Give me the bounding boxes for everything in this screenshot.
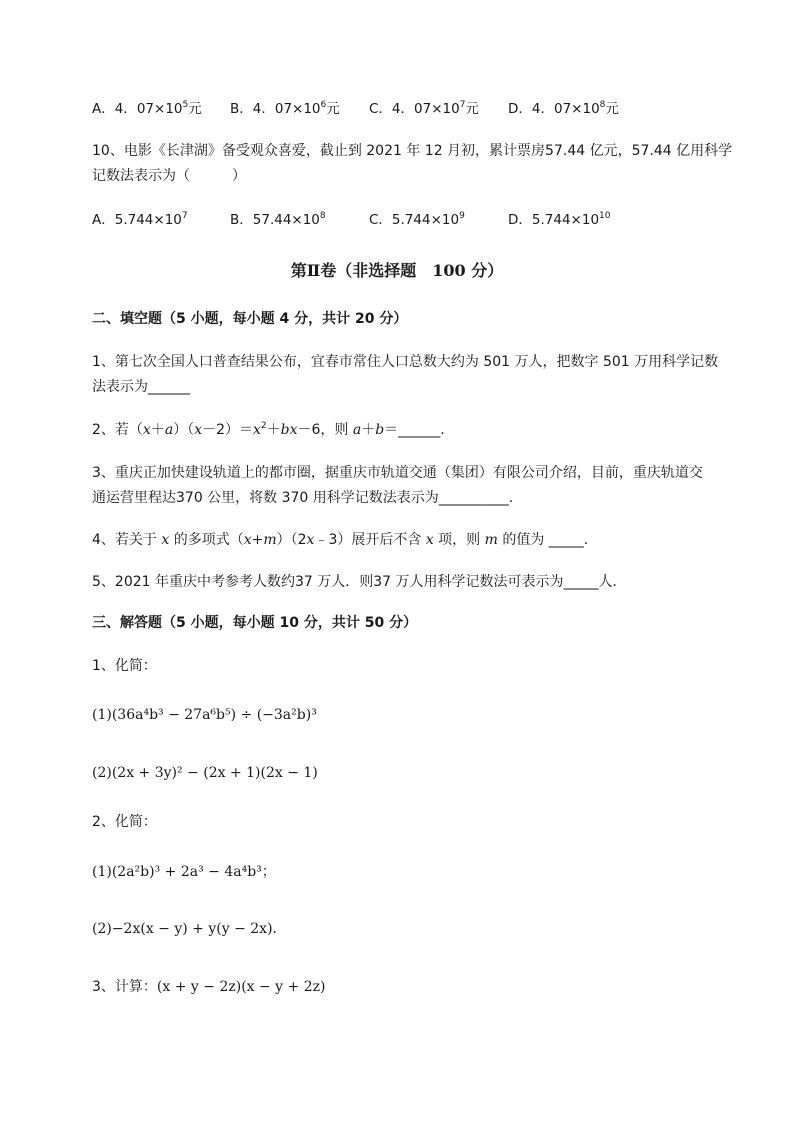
q9-option-c-exp: 7 (459, 100, 466, 110)
s2-q2-plusb: ＋ (266, 422, 281, 438)
s2-q2-mid: ）（ (173, 422, 195, 438)
q10-stem-line2: 记数法表示为（ ） (92, 168, 246, 184)
s2-q2-end: ＝______. (384, 422, 445, 438)
q9-option-a-unit: 元 (188, 101, 202, 117)
q9-option-a-text: A．4．07×10 (92, 101, 183, 117)
s2-q4-mid4: 项，则 (433, 532, 485, 548)
s2-q3-line2: 通运营里程达370 公里，将数 370 用科学记数法表示为__________. (92, 490, 514, 506)
s2-q2-sq: 2 (260, 421, 267, 431)
s2-q4-xm: x+m (243, 532, 277, 548)
s2-q1-line2: 法表示为______ (92, 379, 190, 395)
q10-option-c-exp: 9 (459, 211, 465, 221)
q9-option-b-unit: 元 (326, 101, 340, 117)
q10-option-c-text: C．5.744×10 (369, 212, 460, 228)
s2-q2-plus: ＋ (150, 422, 165, 438)
s2-q4-m: m (484, 532, 498, 548)
s3-q3 (92, 977, 325, 997)
s2-q2 (92, 420, 445, 440)
s2-q1-line1: 1、第七次全国人口普查结果公布，宜春市常住人口总数大约为 501 万人，把数字 501 万用科学记数 (92, 354, 719, 370)
q9-option-c (369, 99, 479, 119)
s2-q2-plus3: ＋ (361, 422, 376, 438)
s2-q2-a2: a (352, 422, 362, 438)
s2-q4-end: 的值为 _____. (497, 532, 589, 548)
q10-option-a (92, 210, 188, 230)
s2-q4-prefix: 4、若关于 (92, 532, 162, 548)
q9-option-b (230, 99, 340, 119)
section2-heading: 二、填空题（5 小题，每小题 4 分，共计 20 分） (92, 311, 408, 327)
q10-option-a-text: A．5.744×10 (92, 212, 182, 228)
s2-q4-mid3: ﹣3）展开后不含 (314, 532, 426, 548)
s2-q2-x2: x (194, 422, 203, 438)
q9-option-d-text: D．4．07×10 (508, 101, 600, 117)
s3-q3-expr: (x + y − 2z)(x − y + 2z) (156, 979, 326, 995)
s2-q4-x3: x (425, 532, 434, 548)
q10-option-b (230, 210, 326, 230)
section3-heading: 三、解答题（5 小题，每小题 10 分，共计 50 分） (92, 615, 418, 631)
s2-q2-prefix: 2、若（ (92, 422, 143, 438)
q10-option-a-exp: 7 (181, 211, 188, 221)
s2-q5: 5、2021 年重庆中考参考人数约37 万人．则37 万人用科学记数法可表示为_____人． (92, 574, 627, 590)
s2-q4 (92, 530, 588, 550)
q10-stem-line1: 10、电影《长津湖》备受观众喜爱，截止到 2021 年 12 月初，累计票房57.44 亿元，57.44 亿用科学 (92, 143, 733, 159)
s2-q2-a: a (164, 422, 174, 438)
q10-option-d-exp: 10 (599, 211, 611, 221)
s2-q4-mid1: 的多项式（ (169, 532, 244, 548)
q9-option-d-unit: 元 (605, 101, 619, 117)
q9-option-b-text: B．4．07×10 (230, 101, 321, 117)
s3-q2-part1: (1)(2a²b)³ + 2a³ − 4a⁴b³； (92, 864, 276, 880)
s3-q1-part1: (1)(36a⁴b³ − 27a⁶b⁵) ÷ (−3a²b)³ (92, 707, 317, 723)
q9-option-c-text: C．4．07×10 (369, 101, 460, 117)
s3-q1-part2: (2)(2x + 3y)² − (2x + 1)(2x − 1) (92, 765, 318, 781)
s2-q2-minus6: －6，则 (297, 422, 353, 438)
s2-q2-b: b (375, 422, 385, 438)
q9-option-a-exp: 5 (182, 100, 189, 110)
q10-option-b-exp: 8 (319, 211, 326, 221)
q9-option-a (92, 99, 202, 119)
q10-option-b-text: B．57.44×10 (230, 212, 320, 228)
s3-q2-label: 2、化简： (92, 814, 157, 830)
s2-q2-bx: bx (280, 422, 298, 438)
s3-q2-part2: (2)−2x(x − y) + y(y − 2x)． (92, 921, 287, 937)
q10-option-d (508, 210, 611, 230)
q10-option-d-text: D．5.744×10 (508, 212, 600, 228)
s2-q4-x: x (161, 532, 170, 548)
q9-option-c-unit: 元 (465, 101, 479, 117)
q10-option-c (369, 210, 465, 230)
s2-q3-line1: 3、重庆正加快建设轨道上的都市圈，据重庆市轨道交通（集团）有限公司介绍，目前，重庆轨道交 (92, 465, 703, 481)
s2-q2-x3: x (253, 422, 261, 438)
q9-option-b-exp: 6 (320, 100, 327, 110)
s3-q3-label: 3、计算： (92, 979, 157, 995)
part2-title: 第Ⅱ卷（非选择题 100 分） (290, 261, 504, 280)
s2-q4-mid2: ）（2 (276, 532, 307, 548)
q9-option-d (508, 99, 619, 119)
s2-q4-x2: x (306, 532, 315, 548)
s3-q1-label: 1、化简： (92, 658, 157, 674)
s2-q2-minus2: －2）＝ (202, 422, 254, 438)
q9-option-d-exp: 8 (599, 100, 606, 110)
s2-q2-x: x (142, 422, 151, 438)
